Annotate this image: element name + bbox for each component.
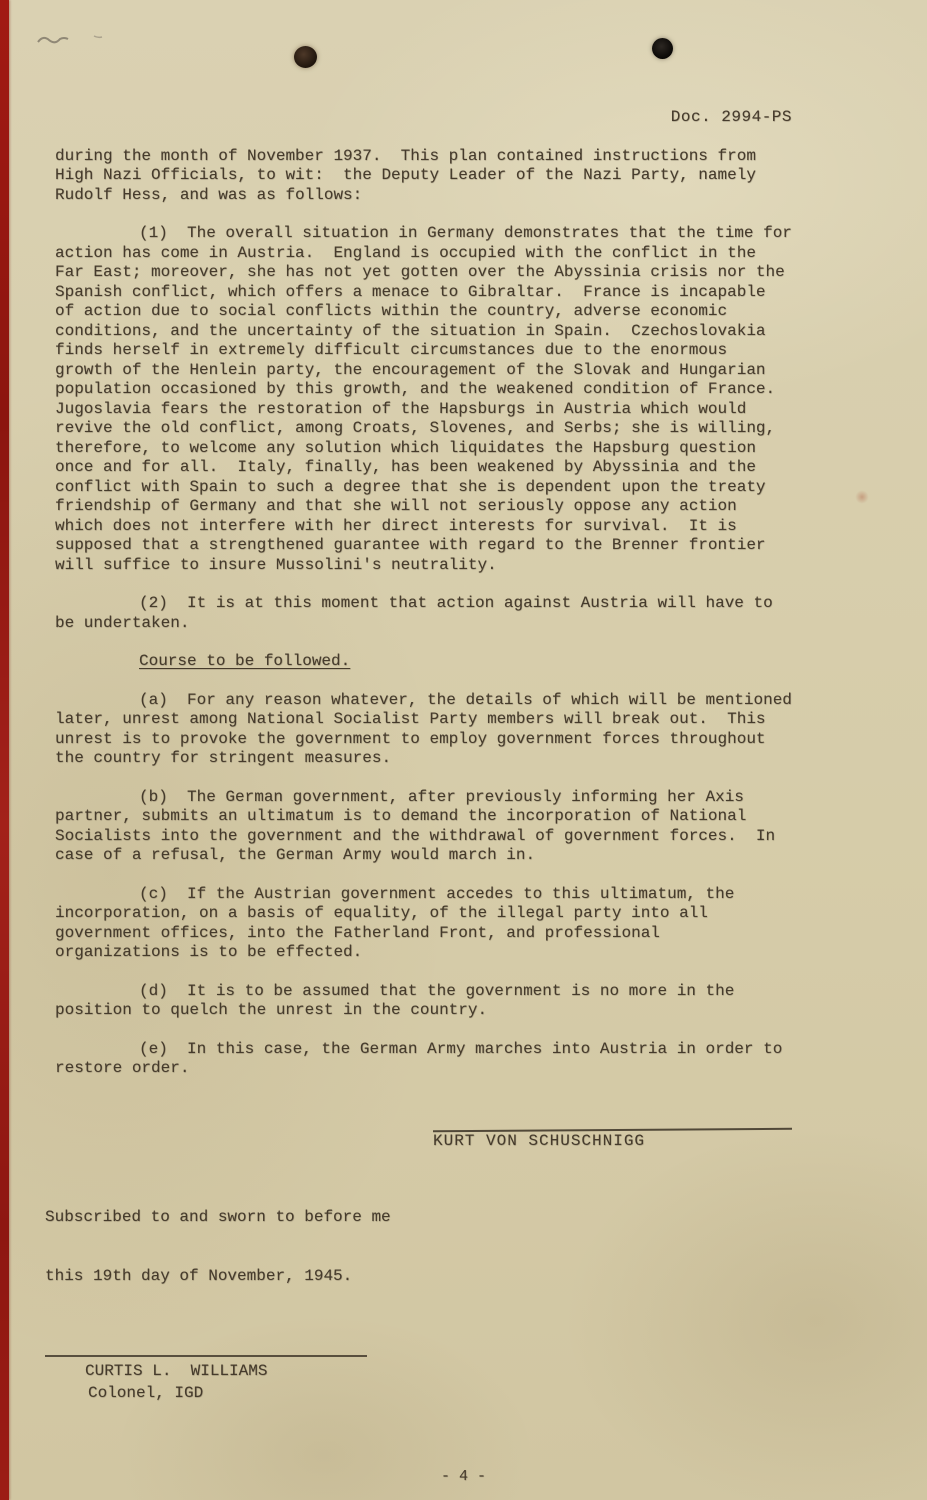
paragraph-d: (d) It is to be assumed that the government is no more in the position to quelch the unrest in the country. [55, 981, 744, 1019]
notary-title: Colonel, IGD [88, 1383, 204, 1402]
text-block [45, 0, 802, 1403]
notary-signature-line [45, 1355, 367, 1357]
attestation [45, 1169, 792, 1325]
paragraph-b: (b) The German government, after previously informing her Axis partner, submits an ultimatum is to demand the incorporation of National Socialists into the government and the withdrawal of government forces. In case of a refusal, the German Army would march in. [55, 787, 785, 864]
document-number: Doc. 2994-PS [670, 108, 792, 126]
red-edge-strip [0, 0, 9, 1500]
signature-block [433, 1129, 792, 1152]
attestation-line-1: Subscribed to and sworn to before me [45, 1208, 391, 1226]
course-heading-text: Course to be followed. [139, 652, 351, 670]
notary-name: CURTIS L. WILLIAMS [85, 1362, 268, 1380]
paragraph-1: (1) The overall situation in Germany demonstrates that the time for action has come in Austria. England is occupied with the conflict in the Far East; moreover, she has not yet gotten over the Abyssinia crisis nor the Spanish conflict, which offers a menace to Gibraltar. France is incapable of action due to social conflicts within the country, adverse economic conditions, and the uncertainty of the situation in Spain. Czechoslovakia finds herself in extremely difficult circumstances due to the enormous growth of the Henlein party, the encouragement of the Slovak and Hungarian population occasioned by this growth, and the weakened condition of France. Jugoslavia fears the restoration of the Hapsburgs in Austria which would revive the old conflict, among Croats, Slovenes, and Serbs; she is willing, therefore, to welcome any solution which liquidates the Hapsburg question once and for all. Italy, finally, has been weakened by Abyssinia and the conflict with Spain to such a degree that she is dependent upon the treaty friendship of Germany and that she will not seriously oppose any action which does not interfere with her direct interests for survival. It is supposed that a strengthened guarantee with regard to the Brenner frontier will suffice to insure Mussolini's neutrality. [55, 224, 802, 574]
paragraph-c: (c) If the Austrian government accedes to this ultimatum, the incorporation, on a basis of equality, of the illegal party into all government offices, into the Fatherland Front, and professional organizations is to be effected. [55, 884, 744, 961]
paragraph-intro: during the month of November 1937. This plan contained instructions from High Nazi Officials, to wit: the Deputy Leader of the Nazi Party, namely Rudolf Hess, and was as follows: [55, 146, 766, 204]
signature-name: KURT VON SCHUSCHNIGG [433, 1131, 646, 1150]
notary-block [55, 1355, 792, 1403]
course-heading [139, 652, 792, 672]
paragraph-2: (2) It is at this moment that action against Austria will have to be undertaken. [55, 594, 783, 632]
attestation-line-2: this 19th day of November, 1945. [45, 1266, 353, 1285]
paragraph-e: (e) In this case, the German Army marches into Austria in order to restore order. [55, 1039, 792, 1077]
page-number: - 4 - [440, 1467, 486, 1485]
paragraph-a: (a) For any reason whatever, the details of which will be mentioned later, unrest among National Socialist Party members will break out. This unrest is to provoke the government to employ government forces throughout the country for stringent measures. [55, 690, 802, 767]
